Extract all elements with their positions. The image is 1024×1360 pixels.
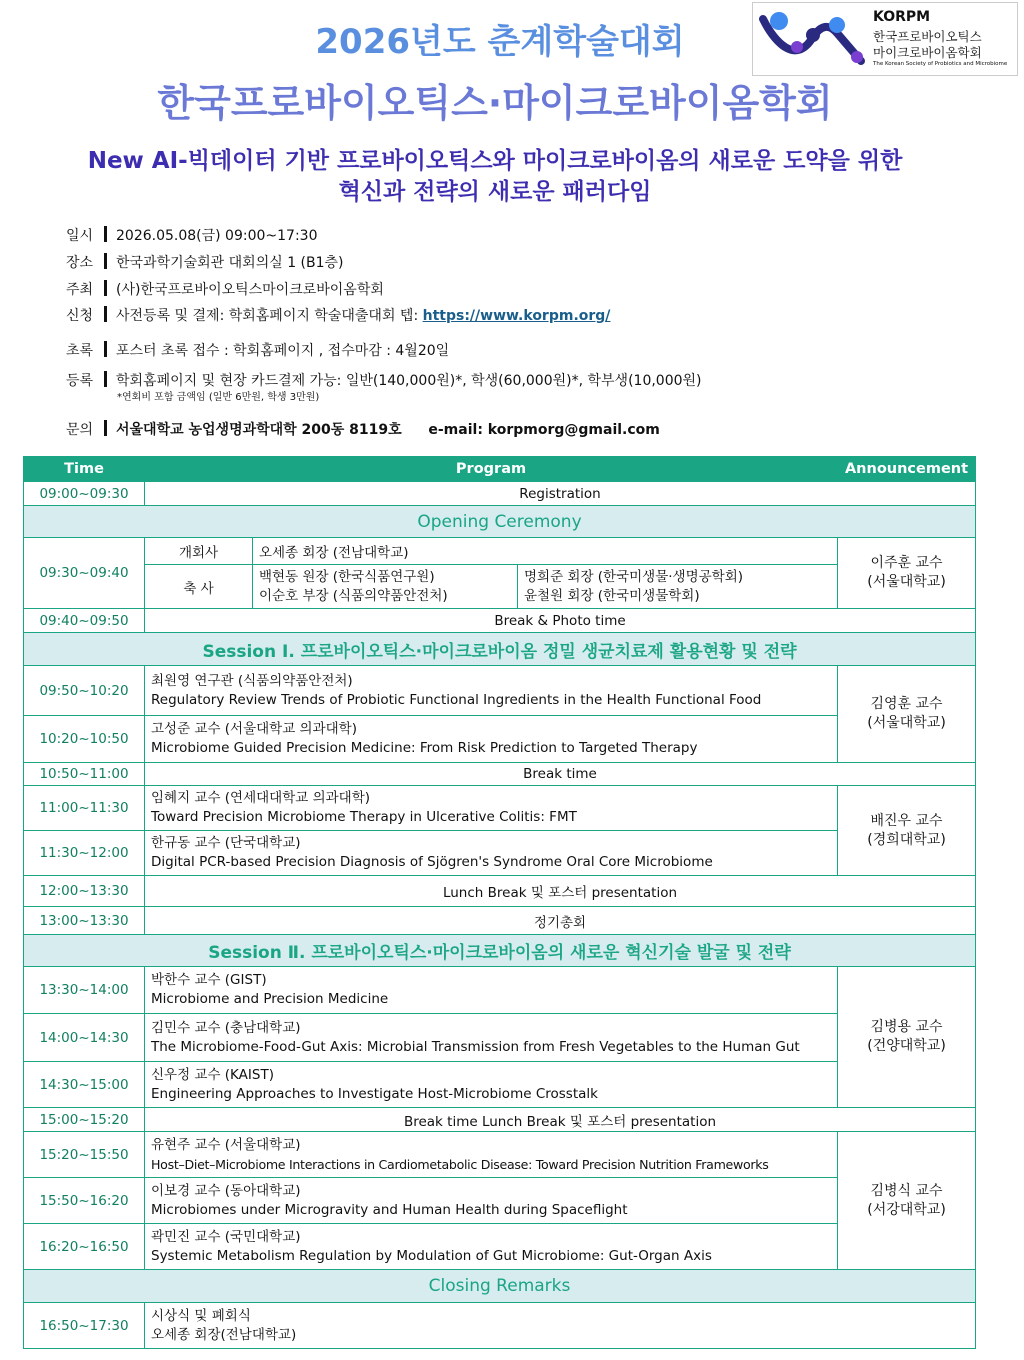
table-row: 13:30~14:00 박한수 교수 (GIST) Microbiome and Precision Medicine 김병용 교수 (건양대학교) (24, 967, 976, 1014)
header-program: Program (145, 457, 838, 482)
section-session-2: Session Ⅱ. 프로바이오틱스·마이크로바이옴의 새로운 혁신기술 발굴 및 전략 (24, 935, 976, 967)
registration-note: *연회비 포함 금액임 (일반 6만원, 학생 3만원) (117, 392, 320, 403)
event-title: 2026년도 춘계학술대회 (315, 22, 685, 62)
header-time: Time (24, 457, 145, 482)
table-row: 11:00~11:30 임혜지 교수 (연세대대학교 의과대학) Toward Precision Microbiome Therapy in Ulcerative Colitis: FMT 배진우 교수 (경희대학교) (24, 786, 976, 831)
table-row: 16:20~16:50 곽민진 교수 (국민대학교) Systemic Metabolism Regulation by Modulation of Gut Microbiome: Gut-Organ Axis (24, 1224, 976, 1270)
table-row: 10:20~10:50 고성준 교수 (서울대학교 의과대학) Microbiome Guided Precision Medicine: From Risk Prediction to Targeted Therapy (24, 716, 976, 763)
table-row: 09:00~09:30 Registration (24, 482, 976, 506)
table-row: 축 사 백현동 원장 (한국식품연구원) 이순호 부장 (식품의약품안전처) 명희준 회장 (한국미생물·생명공학회) 윤철원 회장 (한국미생물학회) (24, 565, 976, 609)
table-row: 12:00~13:30 Lunch Break 및 포스터 presentation (24, 876, 976, 907)
table-row: 11:30~12:00 한규동 교수 (단국대학교) Digital PCR-based Precision Diagnosis of Sjögren's Syndrome Oral Core Microbiome (24, 831, 976, 876)
logo-english-name: The Korean Society of Probiotics and Microbiome (873, 61, 1008, 67)
table-row: 09:40~09:50 Break & Photo time (24, 609, 976, 633)
header-announcement: Announcement (838, 457, 976, 482)
table-row: 10:50~11:00 Break time (24, 763, 976, 786)
contact-email[interactable]: e-mail: korpmorg@gmail.com (428, 422, 660, 438)
section-session-1: Session I. 프로바이오틱스·마이크로바이옴 정밀 생균치료제 활용현황 및 전략 (24, 633, 976, 666)
info-host: 주최 (사)한국프로바이오틱스마이크로바이옴학회 (66, 282, 384, 298)
table-row: 09:30~09:40 개회사 오세종 회장 (전남대학교) 이주훈 교수 (서울대학교) (24, 538, 976, 565)
section-closing: Closing Remarks (24, 1270, 976, 1303)
table-header-row (24, 457, 976, 482)
table-row: 15:20~15:50 유현주 교수 (서울대학교) Host–Diet–Microbiome Interactions in Cardiometabolic Disease: Toward Precision Nutrition Frameworks 김병식 교수 (서강대학교) (24, 1132, 976, 1178)
logo-korean-name-2: 마이크로바이옴학회 (873, 45, 982, 60)
table-row: 16:50~17:30 시상식 및 폐회식 오세종 회장(전남대학교) (24, 1303, 976, 1349)
session2-chair-2: 김병식 교수 (서강대학교) (838, 1132, 976, 1270)
header (0, 0, 1024, 215)
table-row: 14:30~15:00 신우정 교수 (KAIST) Engineering Approaches to Investigate Host-Microbiome Crosstalk (24, 1062, 976, 1108)
table-row: 15:50~16:20 이보경 교수 (동아대학교) Microbiomes under Microgravity and Human Health during Spaceflight (24, 1178, 976, 1224)
session1-chair-2: 배진우 교수 (경희대학교) (838, 786, 976, 876)
opening-chair: 이주훈 교수 (서울대학교) (838, 538, 976, 609)
table-row: 14:00~14:30 김민수 교수 (충남대학교) The Microbiome-Food-Gut Axis: Microbial Transmission from Fresh Vegetables to the Human Gut (24, 1014, 976, 1062)
session1-chair: 김영훈 교수 (서울대학교) (838, 666, 976, 763)
society-title: 한국프로바이오틱스·마이크로바이옴학회 (157, 81, 833, 125)
society-logo (752, 2, 1018, 76)
korpm-logo-icon (757, 7, 869, 71)
info-contact: 문의 서울대학교 농업생명과학대학 200동 8119호 e-mail: korpmorg@gmail.com (66, 422, 660, 438)
table-row: 13:00~13:30 정기총회 (24, 907, 976, 935)
theme-subtitle (0, 146, 990, 208)
logo-brand: KORPM (873, 9, 931, 25)
info-apply: 신청 사전등록 및 결제: 학회홈페이지 학술대출대회 텝: https://www.korpm.org/ (66, 308, 611, 324)
subtitle-line-1: New AI-빅데이터 기반 프로바이오틱스와 마이크로바이옴의 새로운 도약을 위한 (87, 148, 903, 174)
info-venue: 장소 한국과학기술회관 대회의실 1 (B1층) (66, 255, 344, 271)
section-opening: Opening Ceremony (24, 506, 976, 538)
logo-korean-name-1: 한국프로바이오틱스 (873, 29, 982, 44)
subtitle-line-2: 혁신과 전략의 새로운 패러다임 (338, 179, 652, 205)
info-abstract: 초록 포스터 초록 접수 : 학회홈페이지 , 접수마감 : 4월20일 (66, 343, 450, 359)
info-date: 일시 2026.05.08(금) 09:00~17:30 (66, 228, 318, 244)
homepage-link[interactable]: https://www.korpm.org/ (422, 308, 611, 324)
table-row: 15:00~15:20 Break time Lunch Break 및 포스터 presentation (24, 1108, 976, 1132)
session2-chair: 김병용 교수 (건양대학교) (838, 967, 976, 1108)
program-table (23, 456, 976, 1349)
table-row: 09:50~10:20 최원영 연구관 (식품의약품안전처) Regulatory Review Trends of Probiotic Functional Ingredients in the Health Functional Food 김영훈 교수 (서울대학교) (24, 666, 976, 716)
info-registration: 등록 학회홈페이지 및 현장 카드결제 가능: 일반(140,000원)*, 학생(60,000원)*, 학부생(10,000원) *연회비 포함 금액임 (일반 6만원, 학생 3만원) (66, 373, 702, 403)
